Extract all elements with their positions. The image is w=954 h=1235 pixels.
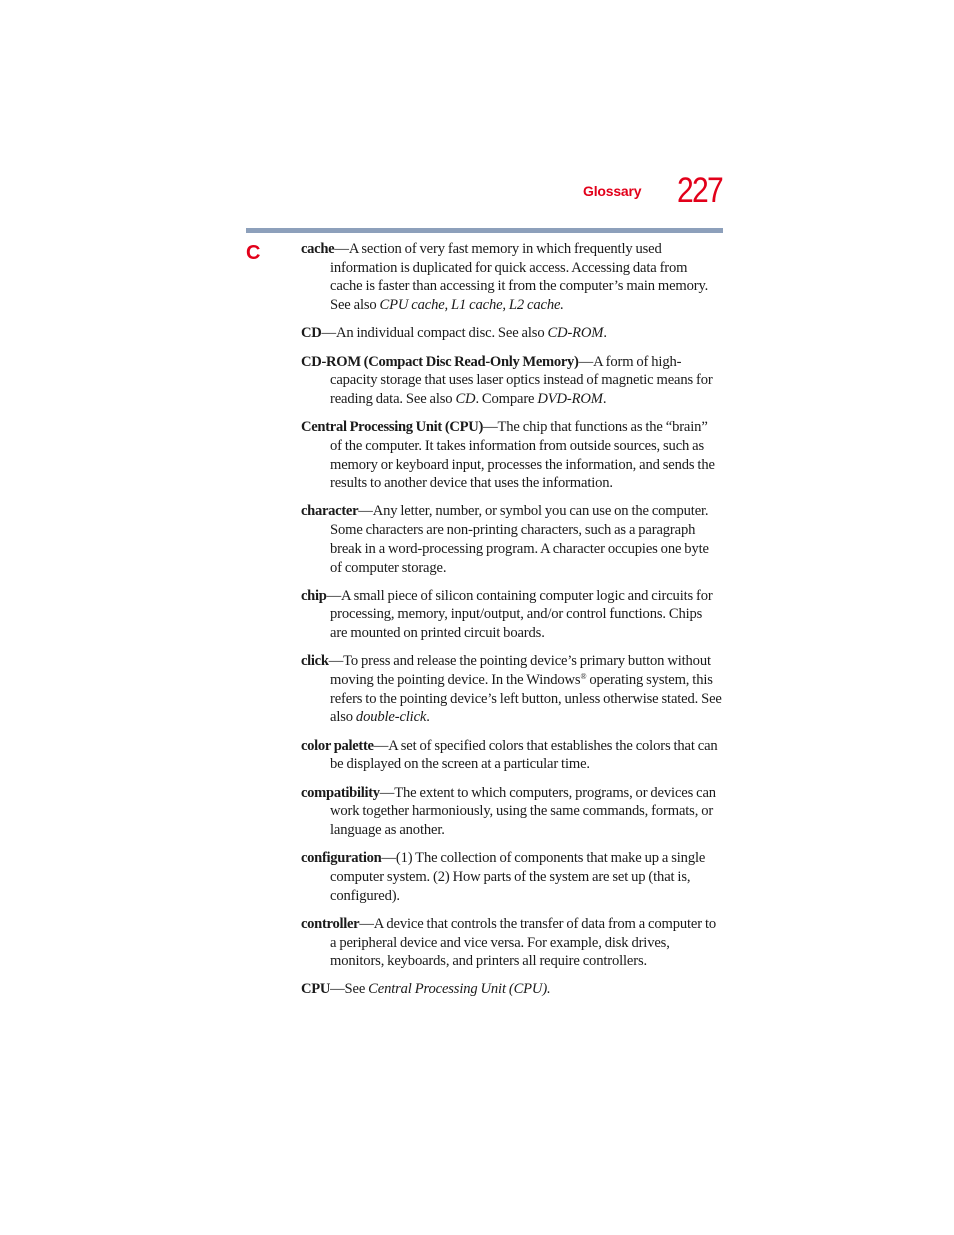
entry-term: Central Processing Unit (CPU) xyxy=(301,419,484,436)
entry-dash: — xyxy=(328,653,344,670)
entry-term: cache xyxy=(301,241,335,257)
glossary-entries xyxy=(301,240,722,1009)
entry-cross-reference: CD xyxy=(455,390,476,407)
entry-dash: — xyxy=(321,325,336,342)
entry-cross-reference: CD-ROM xyxy=(547,325,604,342)
entry-dash: — xyxy=(578,353,594,370)
page-number: 227 xyxy=(677,171,723,210)
entry-definition: The extent to which computers, programs, or devices can work together harmoniously, using the same commands, formats, or language as another. xyxy=(330,784,716,838)
entry-dash: — xyxy=(373,737,389,754)
glossary-entry xyxy=(301,849,722,905)
entry-term: controller xyxy=(301,915,360,932)
entry-dash: — xyxy=(330,981,345,998)
entry-cross-reference: Central Processing Unit (CPU). xyxy=(368,981,551,998)
entry-term: compatibility xyxy=(301,784,380,801)
entry-definition: (1) The collection of components that make up a single computer system. (2) How parts of the system are set up (that is, configured). xyxy=(330,850,706,904)
entry-definition: A device that controls the transfer of data from a computer to a peripheral device and vice versa. For example, disk drives, monitors, keyboards, and printers all require controllers. xyxy=(330,915,716,970)
entry-term: configuration xyxy=(301,850,382,867)
glossary-entry xyxy=(301,324,722,343)
glossary-entry xyxy=(301,980,722,999)
entry-definition: See xyxy=(344,981,369,998)
entry-term: CPU xyxy=(301,981,331,998)
entry-definition: A set of specified colors that establishes the colors that can be displayed on the screen at a particular time. xyxy=(330,737,718,773)
entry-connector: . Compare xyxy=(475,390,538,407)
entry-definition: A section of very fast memory in which frequently used information is duplicated for quick access. Accessing data from cache is faster than accessing it from the computer’s main memory. See also xyxy=(330,241,709,314)
entry-term: click xyxy=(301,653,329,670)
glossary-entry xyxy=(301,502,722,577)
entry-dash: — xyxy=(359,915,374,932)
header-rule xyxy=(246,228,723,233)
entry-definition: The chip that functions as the “brain” of the computer. It takes information from outside sources, such as memory or keyboard input, processes the information, and sends the results to another device that uses the information. xyxy=(330,419,715,492)
glossary-entry xyxy=(301,737,722,774)
entry-definition: An individual compact disc. See also xyxy=(335,325,548,342)
entry-dash: — xyxy=(334,241,349,257)
entry-definition-continued: operating system, this refers to the pointing device’s left button, unless otherwise stated. See also xyxy=(330,672,722,726)
entry-definition: A form of high-capacity storage that uses laser optics instead of magnetic means for reading data. See also xyxy=(330,353,713,407)
entry-dash: — xyxy=(381,850,396,867)
entry-definition: A small piece of silicon containing computer logic and circuits for processing, memory, input/output, and/or control functions. Chips are mounted on printed circuit boards. xyxy=(330,587,713,642)
entry-dash: — xyxy=(483,419,498,436)
glossary-entry xyxy=(301,915,722,971)
entry-term: character xyxy=(301,503,359,520)
entry-punctuation: . xyxy=(602,390,607,407)
section-title: Glossary xyxy=(583,183,642,199)
entry-dash: — xyxy=(379,784,395,801)
glossary-entry xyxy=(301,784,722,840)
entry-cross-reference: CPU cache, L1 cache, L2 cache. xyxy=(379,297,564,314)
entry-definition: Any letter, number, or symbol you can use on the computer. Some characters are non-printing characters, such as a paragraph break in a word-processing program. A character occupies one byte of computer storage. xyxy=(330,503,709,576)
entry-definition: To press and release the pointing device’s primary button without moving the pointing device. In the Windows xyxy=(330,653,711,689)
entry-cross-reference: double-click xyxy=(355,709,427,726)
glossary-entry xyxy=(301,587,722,643)
entry-term: CD xyxy=(301,325,322,342)
entry-compare-reference: DVD-ROM xyxy=(537,390,603,407)
entry-term: CD-ROM (Compact Disc Read-Only Memory) xyxy=(301,353,579,370)
entry-dash: — xyxy=(326,587,342,604)
entry-punctuation: . xyxy=(426,709,430,726)
entry-dash: — xyxy=(358,503,373,520)
registered-mark: ® xyxy=(580,672,587,682)
glossary-entry xyxy=(301,353,722,409)
entry-term: chip xyxy=(301,587,327,604)
entry-term: color palette xyxy=(301,737,374,754)
glossary-entry xyxy=(301,652,722,727)
section-letter: C xyxy=(246,242,261,264)
glossary-entry xyxy=(301,240,722,315)
entry-punctuation: . xyxy=(603,325,607,342)
glossary-entry xyxy=(301,418,722,493)
